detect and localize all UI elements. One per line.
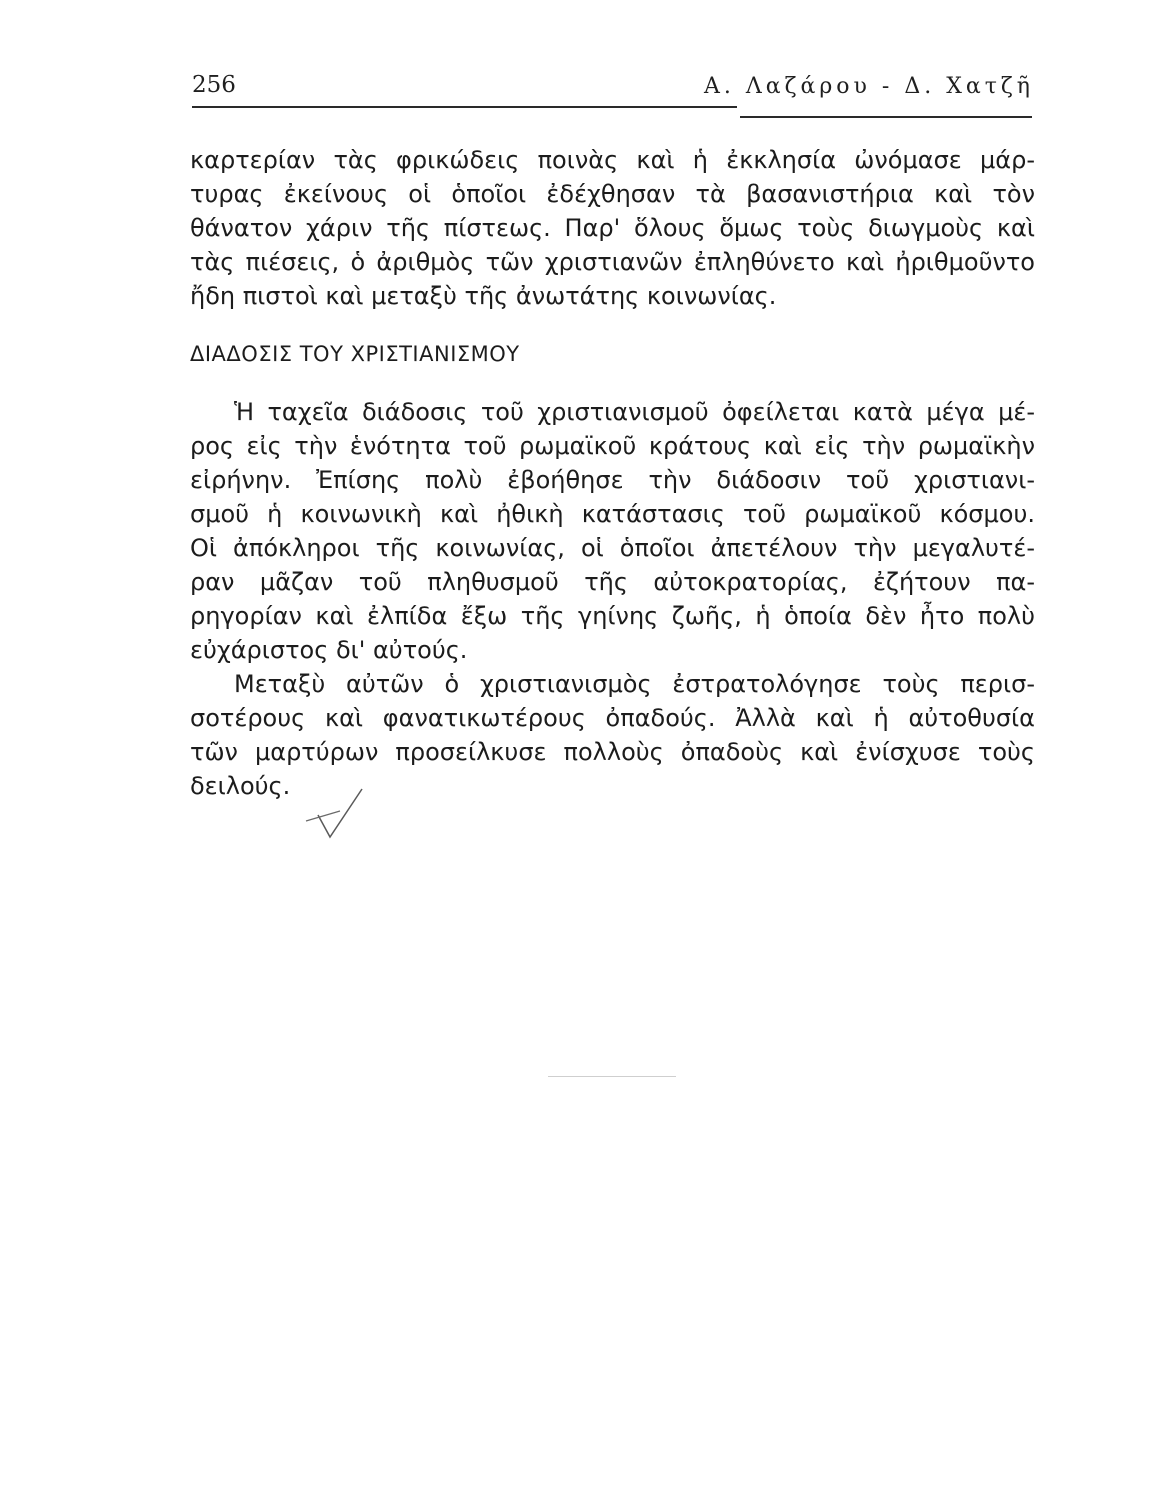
pencil-check-mark [300, 785, 370, 845]
text-line: Μεταξὺ αὐτῶν ὁ χριστιανισμὸς ἐστρατολόγησε τοὺς περισ- [234, 670, 1035, 698]
header-rule-right [740, 116, 1032, 118]
main-text-block [190, 143, 1035, 803]
text-line: Οἱ ἀπόκληροι τῆς κοινωνίας, οἱ ὁποῖοι ἀπετέλουν τὴν μεγαλυτέ- [190, 534, 1035, 562]
text-line: ραν μᾶζαν τοῦ πληθυσμοῦ τῆς αὐτοκρατορίας, ἐζήτουν πα- [190, 568, 1035, 596]
text-line: ρηγορίαν καὶ ἐλπίδα ἔξω τῆς γηίνης ζωῆς, ἡ ὁποία δὲν ἦτο πολὺ [190, 602, 1035, 630]
paragraph-3 [190, 667, 1035, 803]
paragraph-2 [190, 395, 1035, 667]
text-line: τὰς πιέσεις, ὁ ἀριθμὸς τῶν χριστιανῶν ἐπληθύνετο καὶ ἠριθμοῦντο [190, 248, 1035, 276]
text-line: εὐχάριστος δι' αὐτούς. [190, 636, 468, 664]
page-number: 256 [192, 72, 236, 98]
text-line: καρτερίαν τὰς φρικώδεις ποινὰς καὶ ἡ ἐκκλησία ὠνόμασε μάρ- [190, 146, 1035, 174]
text-line: εἰρήνην. Ἐπίσης πολὺ ἐβοήθησε τὴν διάδοσιν τοῦ χριστιανι- [190, 466, 1035, 494]
text-line: ἤδη πιστοὶ καὶ μεταξὺ τῆς ἀνωτάτης κοινωνίας. [190, 282, 777, 310]
paragraph-1 [190, 143, 1035, 313]
text-line: θάνατον χάριν τῆς πίστεως. Παρ' ὅλους ὅμως τοὺς διωγμοὺς καὶ [190, 214, 1035, 242]
running-title: Α. Λαζάρου - Δ. Χατζῆ [703, 74, 1034, 99]
text-line: δειλούς. [190, 772, 291, 800]
text-line: ρος εἰς τὴν ἑνότητα τοῦ ρωμαϊκοῦ κράτους καὶ εἰς τὴν ρωμαϊκὴν [190, 432, 1035, 460]
text-line: σμοῦ ἡ κοινωνικὴ καὶ ἠθικὴ κατάστασις τοῦ ρωμαϊκοῦ κόσμου. [190, 500, 1035, 528]
text-line: σοτέρους καὶ φανατικωτέρους ὀπαδούς. Ἀλλὰ καὶ ἡ αὐτοθυσία [190, 704, 1035, 732]
bleed-through-rule [548, 1076, 676, 1077]
text-line: τῶν μαρτύρων προσείλκυσε πολλοὺς ὀπαδοὺς καὶ ἐνίσχυσε τοὺς [190, 738, 1035, 766]
text-line: τυρας ἐκείνους οἱ ὁποῖοι ἐδέχθησαν τὰ βασανιστήρια καὶ τὸν [190, 180, 1035, 208]
section-heading: ΔΙΑΔΟΣΙΣ ΤΟΥ ΧΡΙΣΤΙΑΝΙΣΜΟΥ [190, 342, 520, 366]
text-line: Ἡ ταχεῖα διάδοσις τοῦ χριστιανισμοῦ ὀφείλεται κατὰ μέγα μέ- [234, 398, 1035, 426]
header-rule-left [192, 106, 737, 108]
